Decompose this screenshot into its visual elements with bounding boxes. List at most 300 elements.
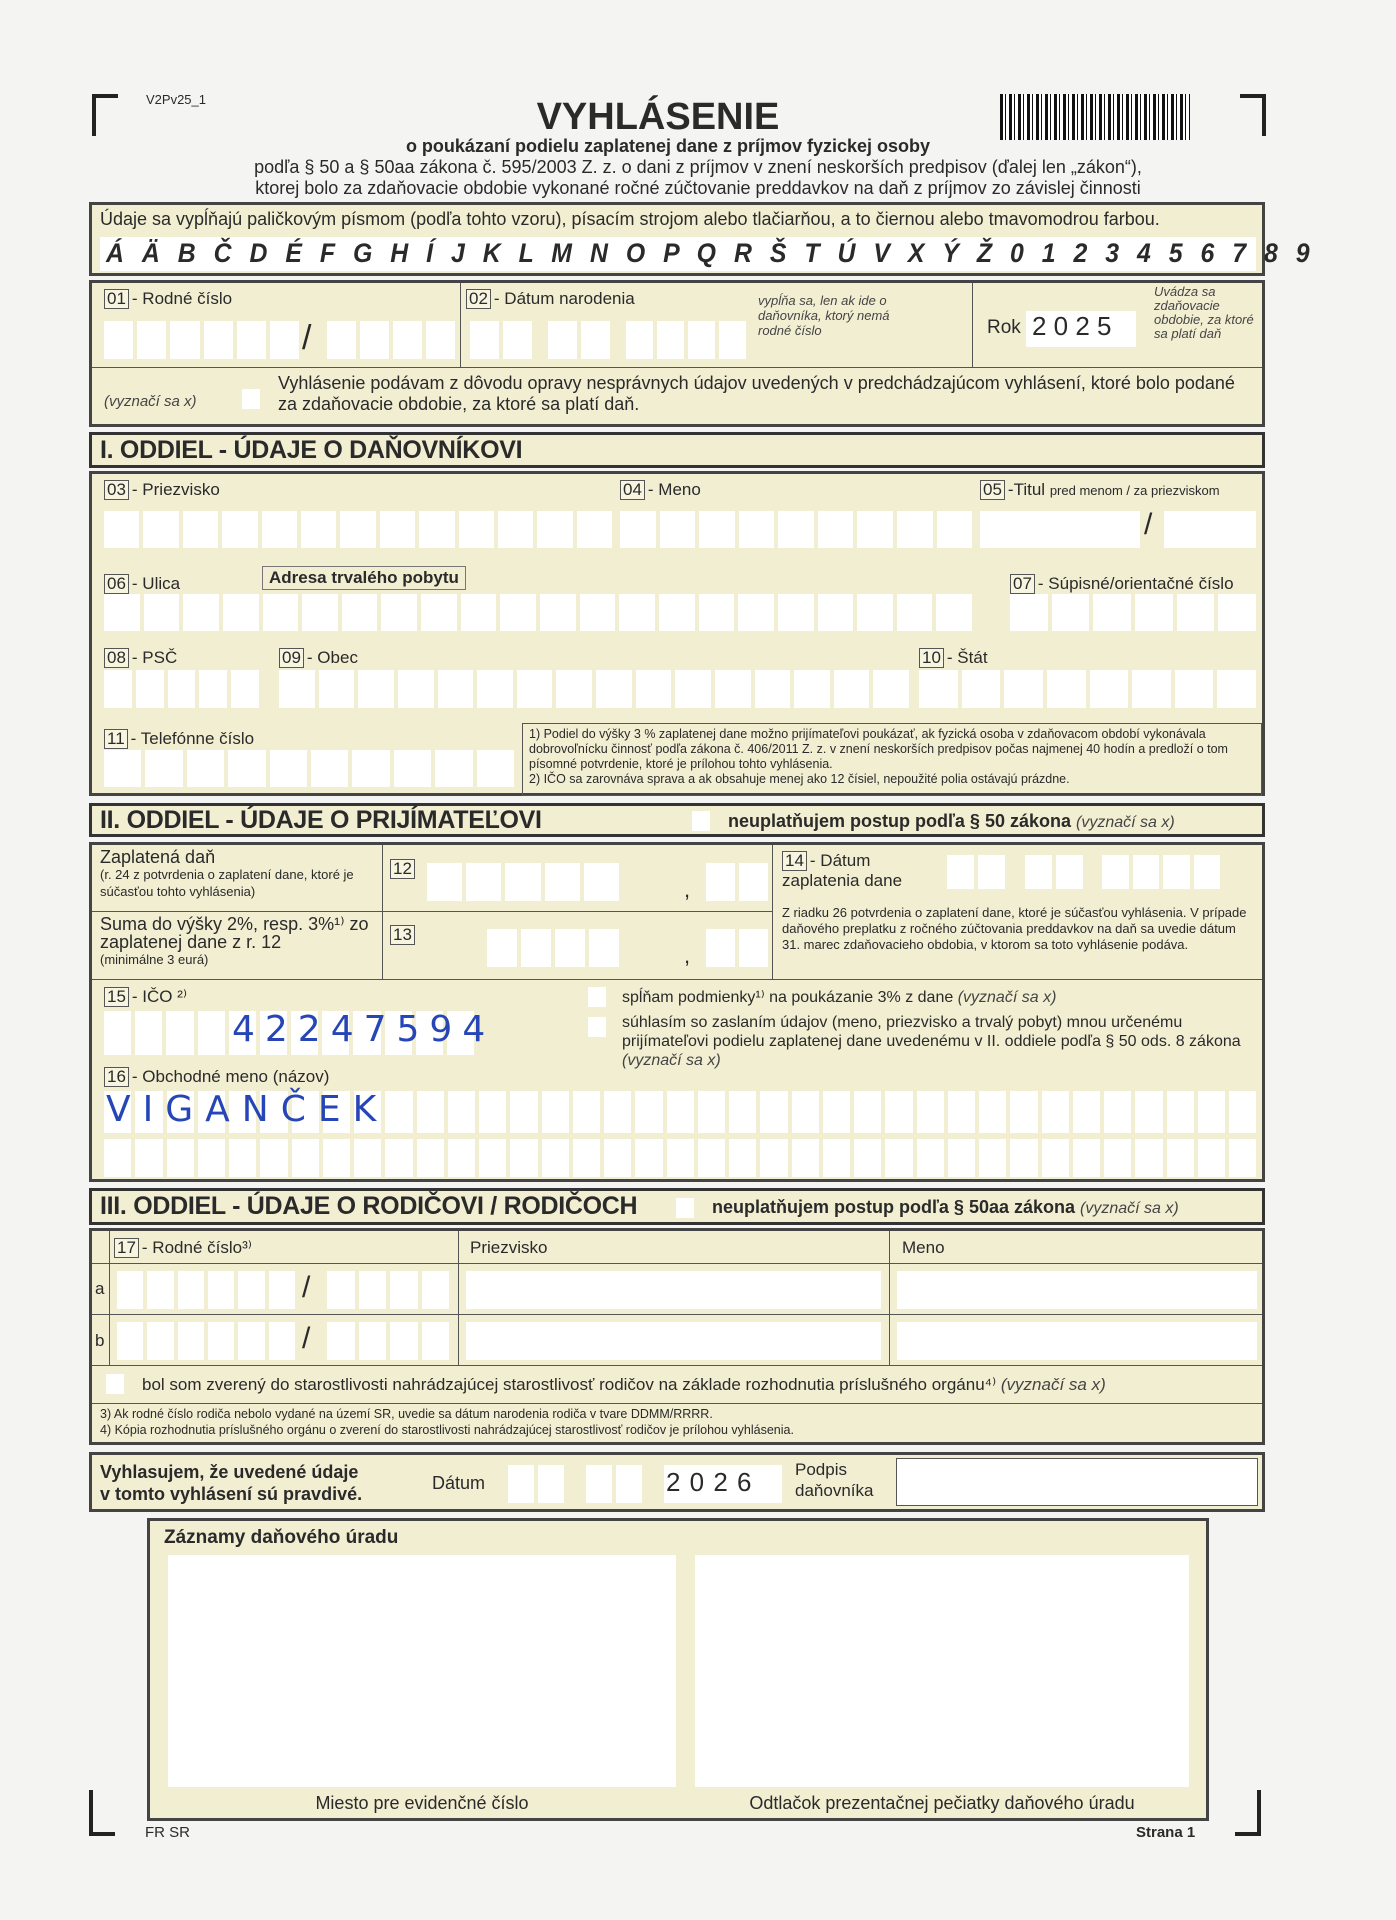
- volunteer-3pct-checkbox[interactable]: [588, 987, 606, 1007]
- input-cell[interactable]: [962, 670, 1001, 708]
- input-cell[interactable]: [659, 594, 695, 631]
- input-cell[interactable]: [699, 594, 735, 631]
- input-cell[interactable]: [596, 670, 632, 708]
- input-cell[interactable]: [818, 594, 854, 631]
- parent-name-header: Meno: [902, 1238, 945, 1257]
- input-cell[interactable]: [292, 1139, 319, 1177]
- stamp-area: [695, 1555, 1189, 1787]
- input-cell[interactable]: [715, 670, 751, 708]
- input-cell[interactable]: [417, 1091, 444, 1133]
- custody-label: bol som zverený do starostlivosti nahrádzajúcej starostlivosť rodičov na základe rozhodnutia príslušného orgánu⁴⁾: [142, 1375, 997, 1394]
- input-cell[interactable]: [917, 1139, 944, 1177]
- input-cell[interactable]: [919, 670, 958, 708]
- input-cell[interactable]: [1229, 1139, 1256, 1177]
- parent-a-name-input[interactable]: [897, 1271, 1257, 1309]
- parent-a-birth-number-input[interactable]: [117, 1271, 295, 1309]
- input-cell[interactable]: [580, 594, 616, 631]
- input-cell[interactable]: [979, 1091, 1006, 1133]
- instructions-box: [89, 202, 1316, 276]
- business-name-input-2[interactable]: [104, 1139, 1256, 1177]
- input-cell[interactable]: [857, 594, 893, 631]
- input-cell[interactable]: [667, 1091, 694, 1133]
- birth-year-input[interactable]: [626, 321, 746, 359]
- street-input[interactable]: [104, 594, 972, 631]
- parent-b-name-input[interactable]: [897, 1322, 1257, 1360]
- input-cell[interactable]: [422, 1322, 450, 1360]
- input-cell[interactable]: [117, 1322, 143, 1360]
- slash: /: [1144, 508, 1153, 541]
- parent-b-surname-input[interactable]: [466, 1322, 881, 1360]
- input-cell[interactable]: [1135, 594, 1173, 631]
- stamp-caption: Odtlačok prezentačnej pečiatky daňového úradu: [749, 1793, 1135, 1813]
- input-cell[interactable]: [479, 1139, 506, 1177]
- surname-label: - Priezvisko: [131, 480, 220, 499]
- slash: /: [302, 1271, 311, 1304]
- input-cell[interactable]: [739, 929, 768, 967]
- parent-a-birth-number-suffix-input[interactable]: [327, 1271, 449, 1309]
- input-cell[interactable]: [359, 1322, 387, 1360]
- input-cell[interactable]: [885, 1139, 912, 1177]
- paid-tax-label: Zaplatená daň: [100, 847, 216, 867]
- input-cell[interactable]: [1093, 594, 1131, 631]
- signature-field[interactable]: [896, 1458, 1258, 1506]
- input-cell[interactable]: [104, 321, 133, 359]
- input-cell[interactable]: [448, 1091, 475, 1133]
- input-cell[interactable]: [260, 1139, 287, 1177]
- input-cell[interactable]: [1163, 855, 1190, 889]
- input-cell[interactable]: [104, 670, 132, 708]
- input-cell[interactable]: [422, 1271, 450, 1309]
- birth-month-input[interactable]: [548, 321, 610, 359]
- input-cell[interactable]: [104, 1139, 131, 1177]
- input-cell[interactable]: [577, 511, 612, 548]
- input-cell[interactable]: [589, 929, 619, 967]
- section-3-optout-checkbox[interactable]: [676, 1198, 694, 1218]
- city-input[interactable]: [279, 670, 909, 708]
- input-cell[interactable]: [1052, 594, 1090, 631]
- parent-b-birth-number-suffix-input[interactable]: [327, 1322, 449, 1360]
- input-cell[interactable]: [327, 1271, 355, 1309]
- input-cell[interactable]: [183, 511, 218, 548]
- input-cell[interactable]: [620, 511, 656, 548]
- input-cell[interactable]: [854, 1091, 881, 1133]
- row-label-a: a: [95, 1279, 105, 1298]
- street-label: - Ulica: [131, 574, 181, 593]
- input-cell[interactable]: [222, 511, 257, 548]
- input-cell[interactable]: [352, 750, 389, 787]
- input-cell[interactable]: [760, 1091, 787, 1133]
- input-cell[interactable]: [1167, 1139, 1194, 1177]
- input-cell[interactable]: [540, 594, 576, 631]
- input-cell[interactable]: [143, 511, 178, 548]
- input-cell[interactable]: [319, 670, 355, 708]
- input-cell[interactable]: [228, 750, 265, 787]
- input-cell[interactable]: [136, 670, 164, 708]
- input-cell[interactable]: [498, 511, 533, 548]
- input-cell[interactable]: [147, 1322, 173, 1360]
- input-cell[interactable]: [857, 511, 893, 548]
- consent-checkbox[interactable]: [588, 1017, 606, 1037]
- input-cell[interactable]: [778, 511, 814, 548]
- input-cell[interactable]: [947, 855, 974, 889]
- paid-tax-cents-input[interactable]: [706, 863, 768, 901]
- mark-hint: (vyznačí sa x): [1000, 1375, 1106, 1394]
- input-cell[interactable]: [1073, 1139, 1100, 1177]
- input-cell[interactable]: [117, 1271, 143, 1309]
- input-cell[interactable]: [327, 1322, 355, 1360]
- input-cell[interactable]: [1229, 1091, 1256, 1133]
- input-cell[interactable]: [979, 1139, 1006, 1177]
- input-cell[interactable]: [426, 321, 455, 359]
- input-cell[interactable]: [448, 1139, 475, 1177]
- input-cell[interactable]: [873, 670, 909, 708]
- parent-b-birth-number-input[interactable]: [117, 1322, 295, 1360]
- input-cell[interactable]: [1177, 594, 1215, 631]
- input-cell[interactable]: [1194, 855, 1221, 889]
- input-cell[interactable]: [104, 1011, 131, 1055]
- input-cell[interactable]: [262, 511, 297, 548]
- input-cell[interactable]: [1167, 1091, 1194, 1133]
- form-code: V2Pv25_1: [146, 92, 206, 107]
- input-cell[interactable]: [778, 594, 814, 631]
- input-cell[interactable]: [380, 511, 415, 548]
- input-cell[interactable]: [660, 511, 696, 548]
- input-cell[interactable]: [500, 594, 536, 631]
- input-cell[interactable]: [1010, 594, 1048, 631]
- input-cell[interactable]: [760, 1139, 787, 1177]
- input-cell[interactable]: [427, 863, 462, 901]
- input-cell[interactable]: [340, 511, 375, 548]
- input-cell[interactable]: [897, 511, 933, 548]
- input-cell[interactable]: [538, 1465, 564, 1503]
- input-cell[interactable]: [586, 1465, 612, 1503]
- input-cell[interactable]: [381, 594, 417, 631]
- input-cell[interactable]: [521, 929, 551, 967]
- input-cell[interactable]: [948, 1139, 975, 1177]
- input-cell[interactable]: [936, 594, 972, 631]
- input-cell[interactable]: [573, 1091, 600, 1133]
- input-cell[interactable]: [548, 321, 577, 359]
- input-cell[interactable]: [144, 594, 180, 631]
- input-cell[interactable]: [823, 1139, 850, 1177]
- year-note: Uvádza sa zdaňovacie obdobie, za ktoré sa platí daň: [1154, 284, 1254, 341]
- input-cell[interactable]: [419, 511, 454, 548]
- input-cell[interactable]: [581, 321, 610, 359]
- input-cell[interactable]: [1175, 670, 1214, 708]
- title-before-input[interactable]: [980, 511, 1140, 548]
- input-cell[interactable]: [137, 321, 166, 359]
- input-cell[interactable]: [198, 1011, 225, 1055]
- input-cell[interactable]: [729, 1091, 756, 1133]
- input-cell[interactable]: [461, 594, 497, 631]
- input-cell[interactable]: [854, 1139, 881, 1177]
- input-cell[interactable]: [604, 1091, 631, 1133]
- input-cell[interactable]: [311, 750, 348, 787]
- input-cell[interactable]: [948, 1091, 975, 1133]
- postal-code-input[interactable]: [104, 670, 259, 708]
- input-cell[interactable]: [917, 1091, 944, 1133]
- input-cell[interactable]: [438, 670, 474, 708]
- correction-checkbox[interactable]: [242, 389, 260, 409]
- input-cell[interactable]: [729, 1139, 756, 1177]
- input-cell[interactable]: [885, 1091, 912, 1133]
- input-cell[interactable]: [398, 670, 434, 708]
- tax-office-box: [147, 1518, 1209, 1821]
- input-cell[interactable]: [204, 321, 233, 359]
- input-cell[interactable]: [342, 594, 378, 631]
- declaration-box: [89, 1452, 1265, 1512]
- input-cell[interactable]: [1004, 670, 1043, 708]
- input-cell[interactable]: [1198, 1139, 1225, 1177]
- legal-basis: podľa § 50 a § 50aa zákona č. 595/2003 Z. z. o dani z príjmov v znení neskorších predpisov (ďalej len „zákon“),: [254, 157, 1142, 177]
- mark-hint: (vyznačí sa x): [1080, 1200, 1179, 1217]
- input-cell[interactable]: [503, 321, 532, 359]
- section-2-optout-label: neuplatňujem postup podľa § 50 zákona: [728, 811, 1071, 831]
- business-name-value: VIGANČEK: [106, 1089, 389, 1130]
- input-cell[interactable]: [359, 1271, 387, 1309]
- input-cell[interactable]: [542, 1139, 569, 1177]
- sign-year-value[interactable]: 2 0 2 6: [666, 1467, 753, 1497]
- tax-year-value[interactable]: 2 0 2 5: [1032, 311, 1112, 341]
- input-cell[interactable]: [477, 750, 514, 787]
- input-cell[interactable]: [675, 670, 711, 708]
- input-cell[interactable]: [393, 321, 422, 359]
- input-cell[interactable]: [421, 594, 457, 631]
- input-cell[interactable]: [238, 1322, 264, 1360]
- input-cell[interactable]: [435, 750, 472, 787]
- input-cell[interactable]: [263, 594, 299, 631]
- footnote-4: 4) Kópia rozhodnutia príslušného orgánu o zverení do starostlivosti nahrádzajúcej starostlivosť rodičov je prílohou vyhlásenia.: [100, 1423, 794, 1437]
- field-number: 08: [104, 648, 129, 668]
- input-cell[interactable]: [104, 511, 139, 548]
- input-cell[interactable]: [510, 1091, 537, 1133]
- input-cell[interactable]: [178, 1271, 204, 1309]
- input-cell[interactable]: [604, 1139, 631, 1177]
- input-cell[interactable]: [327, 321, 356, 359]
- payment-month-input[interactable]: [1025, 855, 1083, 889]
- input-cell[interactable]: [1102, 855, 1129, 889]
- comma: ,: [684, 877, 691, 902]
- input-cell[interactable]: [187, 750, 224, 787]
- input-cell[interactable]: [739, 863, 768, 901]
- input-cell[interactable]: [1104, 1139, 1131, 1177]
- input-cell[interactable]: [619, 594, 655, 631]
- input-cell[interactable]: [1042, 1091, 1069, 1133]
- input-cell[interactable]: [1133, 855, 1160, 889]
- input-cell[interactable]: [537, 511, 572, 548]
- input-cell[interactable]: [417, 1139, 444, 1177]
- input-cell[interactable]: [738, 594, 774, 631]
- input-cell[interactable]: [573, 1139, 600, 1177]
- surname-input[interactable]: [104, 511, 612, 548]
- input-cell[interactable]: [302, 594, 338, 631]
- input-cell[interactable]: [1132, 670, 1171, 708]
- input-cell[interactable]: [487, 929, 517, 967]
- input-cell[interactable]: [688, 321, 715, 359]
- input-cell[interactable]: [1218, 594, 1256, 631]
- input-cell[interactable]: [229, 1139, 256, 1177]
- field-number: 06: [104, 574, 129, 594]
- section-2-header: [89, 803, 1265, 837]
- input-cell[interactable]: [556, 670, 592, 708]
- input-cell[interactable]: [698, 1139, 725, 1177]
- input-cell[interactable]: [360, 321, 389, 359]
- input-cell[interactable]: [657, 321, 684, 359]
- section-2-optout-checkbox[interactable]: [692, 811, 710, 831]
- title-label: -Titul: [1007, 480, 1046, 499]
- input-cell[interactable]: [385, 1091, 412, 1133]
- input-cell[interactable]: [104, 750, 141, 787]
- input-cell[interactable]: [1010, 1139, 1037, 1177]
- input-cell[interactable]: [1025, 855, 1052, 889]
- input-cell[interactable]: [792, 1139, 819, 1177]
- input-cell[interactable]: [834, 670, 870, 708]
- input-cell[interactable]: [667, 1139, 694, 1177]
- birth-day-input[interactable]: [470, 321, 532, 359]
- input-cell[interactable]: [270, 750, 307, 787]
- paid-tax-input[interactable]: [427, 863, 619, 901]
- input-cell[interactable]: [794, 670, 830, 708]
- input-cell[interactable]: [477, 670, 513, 708]
- input-cell[interactable]: [301, 511, 336, 548]
- input-cell[interactable]: [178, 1322, 204, 1360]
- input-cell[interactable]: [1135, 1139, 1162, 1177]
- input-cell[interactable]: [755, 670, 791, 708]
- birth-number-suffix-input[interactable]: [327, 321, 455, 359]
- declaration-line-2: v tomto vyhlásení sú pravdivé.: [100, 1484, 363, 1504]
- input-cell[interactable]: [1104, 1091, 1131, 1133]
- input-cell[interactable]: [390, 1322, 418, 1360]
- input-cell[interactable]: [1135, 1091, 1162, 1133]
- phone-input[interactable]: [104, 750, 514, 787]
- input-cell[interactable]: [719, 321, 746, 359]
- input-cell[interactable]: [390, 1271, 418, 1309]
- input-cell[interactable]: [739, 511, 775, 548]
- input-cell[interactable]: [978, 855, 1005, 889]
- input-cell[interactable]: [323, 1139, 350, 1177]
- input-cell[interactable]: [616, 1465, 642, 1503]
- input-cell[interactable]: [1056, 855, 1083, 889]
- input-cell[interactable]: [269, 1322, 295, 1360]
- input-cell[interactable]: [270, 321, 299, 359]
- input-cell[interactable]: [1198, 1091, 1225, 1133]
- share-amount-input[interactable]: [487, 929, 619, 967]
- corner-mark: [1235, 1790, 1261, 1836]
- payment-day-input[interactable]: [947, 855, 1005, 889]
- input-cell[interactable]: [1217, 670, 1256, 708]
- input-cell[interactable]: [238, 1271, 264, 1309]
- input-cell[interactable]: [1010, 1091, 1037, 1133]
- input-cell[interactable]: [626, 321, 653, 359]
- input-cell[interactable]: [555, 929, 585, 967]
- title-after-input[interactable]: [1164, 511, 1256, 548]
- input-cell[interactable]: [170, 321, 199, 359]
- input-cell[interactable]: [208, 1322, 234, 1360]
- input-cell[interactable]: [183, 594, 219, 631]
- input-cell[interactable]: [517, 670, 553, 708]
- input-cell[interactable]: [636, 670, 672, 708]
- input-cell[interactable]: [937, 511, 973, 548]
- input-cell[interactable]: [166, 1011, 193, 1055]
- input-cell[interactable]: [510, 1139, 537, 1177]
- share-amount-cents-input[interactable]: [706, 929, 768, 967]
- input-cell[interactable]: [208, 1271, 234, 1309]
- input-cell[interactable]: [269, 1271, 295, 1309]
- input-cell[interactable]: [168, 670, 196, 708]
- input-cell[interactable]: [699, 511, 735, 548]
- input-cell[interactable]: [237, 321, 266, 359]
- ico-value: 42247594: [232, 1009, 496, 1050]
- input-cell[interactable]: [698, 1091, 725, 1133]
- input-cell[interactable]: [792, 1091, 819, 1133]
- input-cell[interactable]: [635, 1139, 662, 1177]
- input-cell[interactable]: [584, 863, 619, 901]
- input-cell[interactable]: [459, 511, 494, 548]
- parent-a-surname-input[interactable]: [466, 1271, 881, 1309]
- input-cell[interactable]: [223, 594, 259, 631]
- input-cell[interactable]: [508, 1465, 534, 1503]
- input-cell[interactable]: [198, 1139, 225, 1177]
- input-cell[interactable]: [279, 670, 315, 708]
- input-cell[interactable]: [470, 321, 499, 359]
- mark-hint: (vyznačí sa x): [957, 989, 1057, 1006]
- input-cell[interactable]: [1047, 670, 1086, 708]
- input-cell[interactable]: [167, 1139, 194, 1177]
- input-cell[interactable]: [231, 670, 259, 708]
- input-cell[interactable]: [545, 863, 580, 901]
- input-cell[interactable]: [1042, 1139, 1069, 1177]
- input-cell[interactable]: [135, 1139, 162, 1177]
- input-cell[interactable]: [385, 1139, 412, 1177]
- input-cell[interactable]: [199, 670, 227, 708]
- ico-label: - IČO ²⁾: [131, 987, 188, 1006]
- input-cell[interactable]: [466, 863, 501, 901]
- sign-day-input[interactable]: [508, 1465, 564, 1503]
- input-cell[interactable]: [706, 929, 735, 967]
- input-cell[interactable]: [706, 863, 735, 901]
- postal-code-label: - PSČ: [131, 648, 178, 667]
- custody-checkbox[interactable]: [106, 1374, 124, 1394]
- page-number: Strana 1: [1136, 1824, 1196, 1841]
- country-input[interactable]: [919, 670, 1256, 708]
- field-number: 12: [390, 859, 415, 879]
- birth-number-input[interactable]: [104, 321, 299, 359]
- payment-year-input[interactable]: [1102, 855, 1220, 889]
- input-cell[interactable]: [897, 594, 933, 631]
- input-cell[interactable]: [823, 1091, 850, 1133]
- input-cell[interactable]: [542, 1091, 569, 1133]
- house-number-input[interactable]: [1010, 594, 1256, 631]
- input-cell[interactable]: [104, 594, 140, 631]
- input-cell[interactable]: [635, 1091, 662, 1133]
- sign-month-input[interactable]: [586, 1465, 642, 1503]
- input-cell[interactable]: [818, 511, 854, 548]
- input-cell[interactable]: [135, 1011, 162, 1055]
- tax-office-title: Záznamy daňového úradu: [164, 1527, 399, 1548]
- section-2-body: [89, 842, 1265, 1182]
- input-cell[interactable]: [1073, 1091, 1100, 1133]
- input-cell[interactable]: [394, 750, 431, 787]
- input-cell[interactable]: [358, 670, 394, 708]
- phone-label: - Telefónne číslo: [130, 729, 255, 748]
- input-cell[interactable]: [147, 1271, 173, 1309]
- input-cell[interactable]: [145, 750, 182, 787]
- input-cell[interactable]: [479, 1091, 506, 1133]
- input-cell[interactable]: [354, 1139, 381, 1177]
- first-name-input[interactable]: [620, 511, 972, 548]
- input-cell[interactable]: [505, 863, 540, 901]
- input-cell[interactable]: [1090, 670, 1129, 708]
